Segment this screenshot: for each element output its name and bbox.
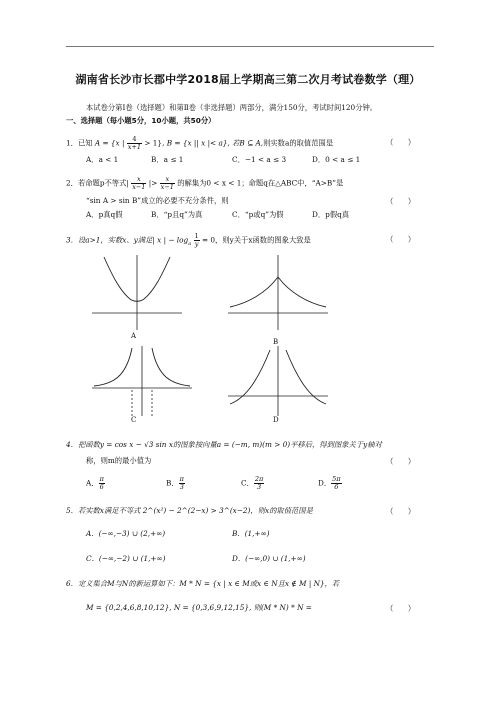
question-4-stem: 4．把函数y = cos x − √3 sin x的图象按向量a = (−m, m)(m > 0)平移后，得到图象关于y轴对 [66, 440, 382, 449]
graph-b [228, 255, 328, 330]
section-heading-choice: 一、选择题（每小题5分，10小题，共50分） [66, 116, 216, 125]
q2-fraction-1: $\frac{x}{x-1}$ [132, 175, 146, 191]
q4-option-a: A． $\frac{\pi}{6}$ [86, 475, 104, 491]
graph-a-label: A [131, 332, 137, 340]
q1-answer-bracket: （ ） [386, 138, 416, 147]
q2-answer-bracket: （ ） [386, 197, 416, 206]
q6-line-2: M = {0,2,4,6,8,10,12}, N = {0,3,6,9,12,15}, 则(M * N) * N = [86, 603, 312, 612]
question-6-stem: 6．定义集合M与N的新运算如下：M * N = {x | x ∈ M或x ∈ N且x ∉ M | N}，若 [66, 579, 340, 588]
q5-option-a: A．(−∞,−3) ∪ (2,+∞) [86, 529, 166, 538]
q1-option-a: A．a < 1 [86, 155, 119, 164]
graph-a [92, 255, 182, 330]
q1-option-d: D．0 < a ≤ 1 [312, 155, 361, 164]
q2-option-d: D．p假q真 [312, 210, 350, 219]
q4-option-c: C． $\frac{2\pi}{3}$ [241, 475, 264, 491]
q1-lead: 1．已知 [66, 138, 93, 148]
q3-answer-bracket: （ ） [386, 235, 416, 244]
q5-option-d: D．(−∞,0) ∪ (1,+∞) [232, 554, 306, 563]
q2-mid: |> [148, 178, 158, 188]
q1-option-b: B．a ≤ 1 [151, 155, 184, 164]
q4-answer-bracket: （ ） [386, 457, 416, 466]
q2-option-b: B．“p且q”为真 [151, 210, 203, 219]
q2-option-a: A．p真q假 [86, 210, 123, 219]
q3-log-base: a [188, 240, 192, 247]
q2-stem-tail: 的解集为0 < x < 1；命题q在△ABC中，“A>B”是 [177, 178, 344, 188]
graph-d-label: D [273, 416, 279, 424]
exam-title: 湖南省长沙市长郡中学2018届上学期高三第二次月考试卷数学（理） [75, 73, 421, 86]
q2-lead: 2．若命题p不等式| [66, 178, 129, 188]
question-3-stem [66, 233, 311, 249]
q1-set-a-tail: > 1} [144, 138, 163, 148]
q2-line-2: “sin A > sin B”成立的必要不充分条件，则 [86, 196, 229, 205]
header-rule [66, 46, 434, 47]
q2-fraction-2: $\frac{x}{x-1}$ [160, 175, 174, 191]
q3-fraction: $\frac{1}{y}$ [194, 232, 199, 248]
graph-c [92, 346, 192, 416]
graph-d [228, 346, 328, 416]
question-2-stem [66, 176, 343, 191]
exam-intro: 本试卷分第Ⅰ卷（选择题）和第Ⅱ卷（非选择题）两部分，满分150分，考试时间120分钟。 [86, 103, 378, 112]
q1-set-a: A = {x | [94, 138, 125, 148]
graph-c-label: C [131, 416, 137, 424]
q1-set-b: , B = {x || x |< a}, 若B ⊆ A, [162, 138, 264, 148]
q4-option-d: D． $\frac{5\pi}{6}$ [318, 475, 341, 491]
q5-option-b: B．(1,+∞) [232, 529, 270, 538]
q1-option-c: C．−1 < a ≤ 3 [232, 155, 287, 164]
q4-option-b: B． $\frac{\pi}{3}$ [166, 475, 184, 491]
q2-option-c: C．“p或q”为假 [232, 210, 284, 219]
q3-lead: 3．设a>1，实数x、y满足| x | − log [66, 235, 189, 245]
question-5-stem: 5．若实数x满足不等式 2^(x²) − 2^(2−x) > 3^(x−2)，则x的取值范围是 [66, 506, 313, 515]
graph-b-label: B [273, 338, 279, 346]
q4-line-2: 称，则m的最小值为 [86, 456, 152, 465]
question-1-stem [66, 136, 333, 151]
q1-stem-tail: 则实数a的取值范围是 [263, 138, 334, 148]
q6-answer-bracket: （ ） [386, 604, 416, 613]
q1-fraction: $\frac{4}{x+1}$ [127, 135, 142, 151]
q5-option-c: C．(−∞,−2) ∪ (1,+∞) [86, 554, 166, 563]
q3-stem-tail: = 0，则y关于x函数的图象大致是 [201, 235, 311, 245]
q5-answer-bracket: （ ） [386, 507, 416, 516]
